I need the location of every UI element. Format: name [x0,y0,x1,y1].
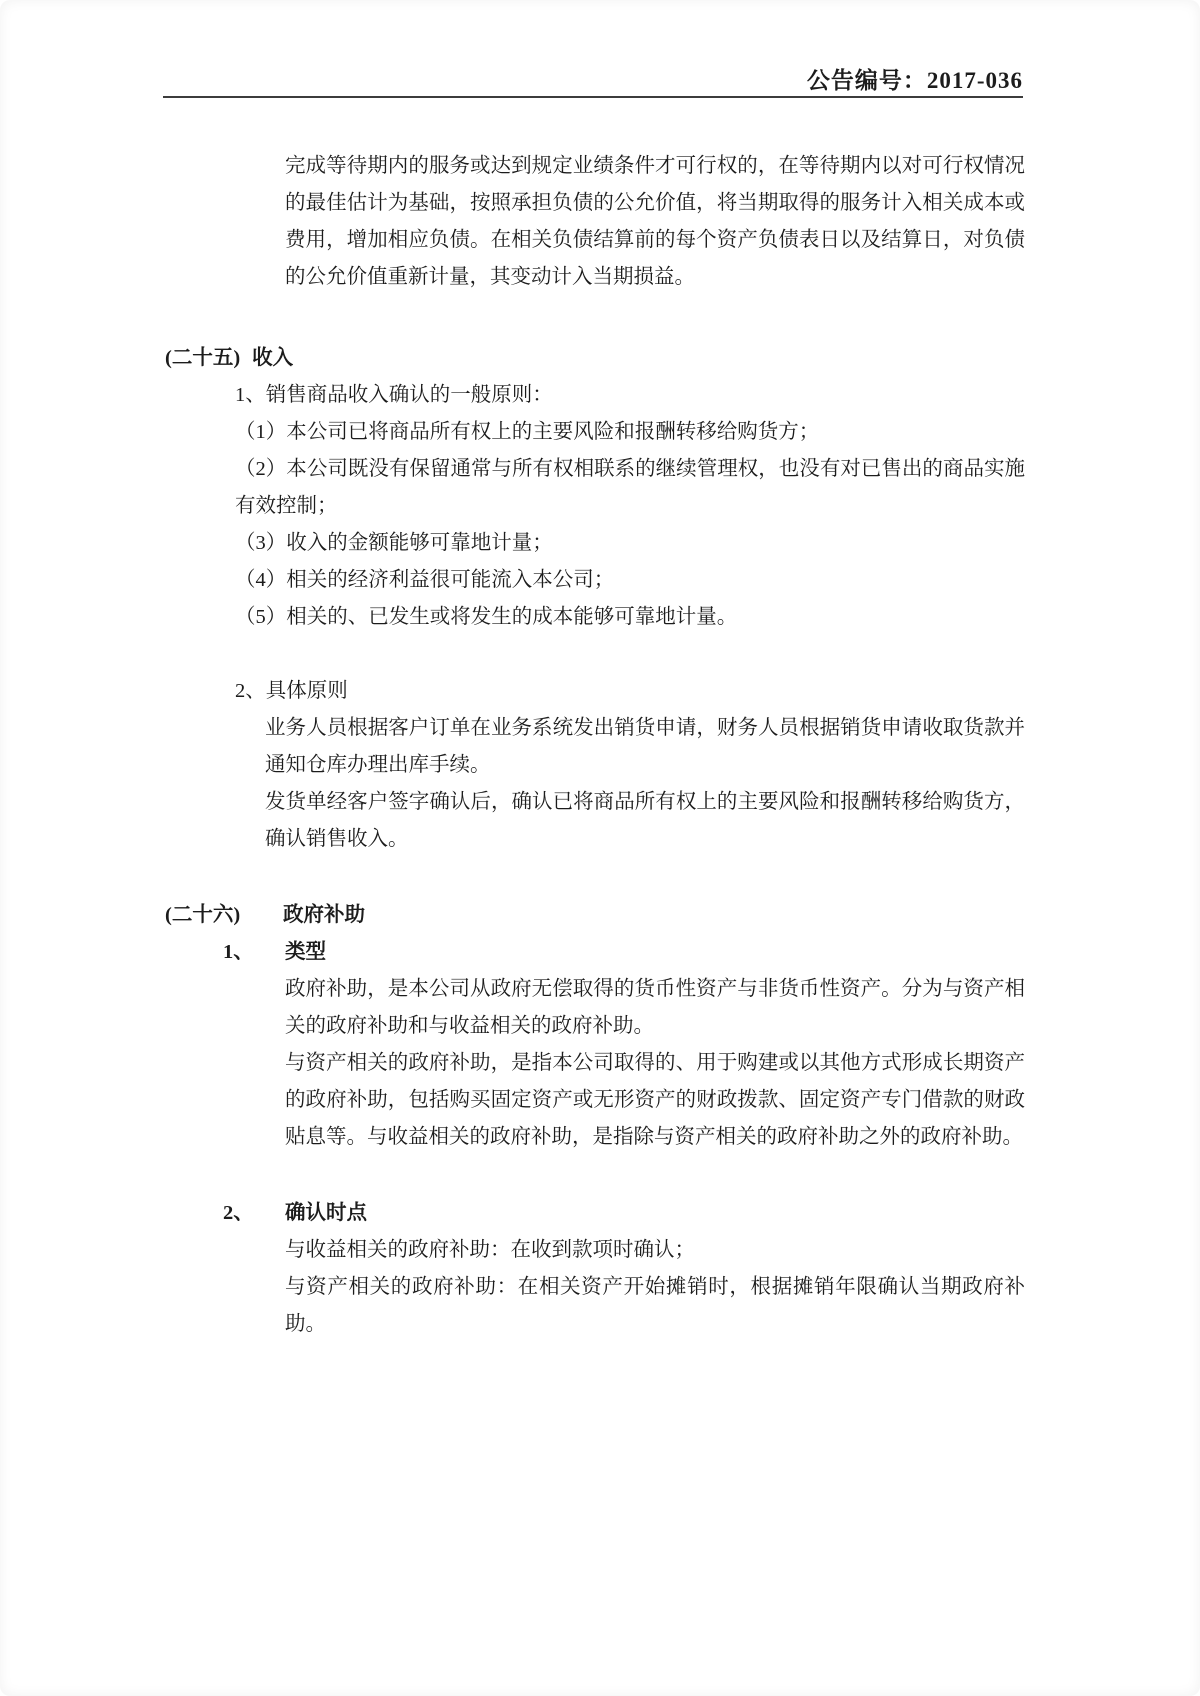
section-25-heading [165,340,1025,377]
section-25-number: (二十五) [165,347,241,369]
revenue-specific-heading: 2、具体原则 [235,680,348,702]
revenue-principle-5: （5）相关的、已发生或将发生的成本能够可靠地计量。 [235,606,738,628]
revenue-specific-paragraph-1: 业务人员根据客户订单在业务系统发出销货申请，财务人员根据销货申请收取货款并通知仓库办理出库手续。 [265,717,1025,776]
subsidy-timing-heading [223,1195,1025,1232]
revenue-principle-3: （3）收入的金额能够可靠地计量； [235,532,553,554]
intro-paragraph: 完成等待期内的服务或达到规定业绩条件才可行权的，在等待期内以对可行权情况的最佳估计为基础，按照承担负债的公允价值，将当期取得的服务计入相关成本或费用，增加相应负债。在相关负债结算前的每个资产负债表日以及结算日，对负债的公允价值重新计量，其变动计入当期损益。 [285,155,1025,288]
subsidy-type-paragraph-2: 与资产相关的政府补助，是指本公司取得的、用于购建或以其他方式形成长期资产的政府补助，包括购买固定资产或无形资产的财政拨款、固定资产专门借款的财政贴息等。与收益相关的政府补助，是指除与资产相关的政府补助之外的政府补助。 [285,1052,1025,1148]
subsidy-type-heading [223,934,1025,971]
announcement-number: 公告编号：2017-036 [806,68,1023,93]
subsidy-type-title: 类型 [285,941,326,963]
subsidy-timing-number: 2、 [223,1202,254,1224]
section-25-title: 收入 [252,347,294,369]
document-body [165,130,1025,1343]
revenue-principle-2: （2）本公司既没有保留通常与所有权相联系的继续管理权，也没有对已售出的商品实施有效控制； [235,458,1025,517]
revenue-specific-paragraph-2: 发货单经客户签字确认后，确认已将商品所有权上的主要风险和报酬转移给购货方，确认销售收入。 [265,791,1025,850]
subsidy-type-paragraph-1: 政府补助，是本公司从政府无偿取得的货币性资产与非货币性资产。分为与资产相关的政府补助和与收益相关的政府补助。 [285,978,1025,1037]
header-divider [163,96,1023,98]
revenue-principle-4: （4）相关的经济利益很可能流入本公司； [235,569,615,591]
revenue-principle-1: （1）本公司已将商品所有权上的主要风险和报酬转移给购货方； [235,421,820,443]
section-26-heading [165,897,1025,934]
page-header [165,62,1023,95]
subsidy-timing-paragraph-1: 与收益相关的政府补助：在收到款项时确认； [285,1239,695,1261]
subsidy-timing-paragraph-2: 与资产相关的政府补助：在相关资产开始摊销时，根据摊销年限确认当期政府补助。 [285,1276,1025,1335]
section-26-number: (二十六) [165,904,241,926]
subsidy-type-number: 1、 [223,941,254,963]
subsidy-timing-title: 确认时点 [285,1202,367,1224]
revenue-general-heading: 1、销售商品收入确认的一般原则： [235,384,553,406]
section-26-title: 政府补助 [283,904,365,926]
